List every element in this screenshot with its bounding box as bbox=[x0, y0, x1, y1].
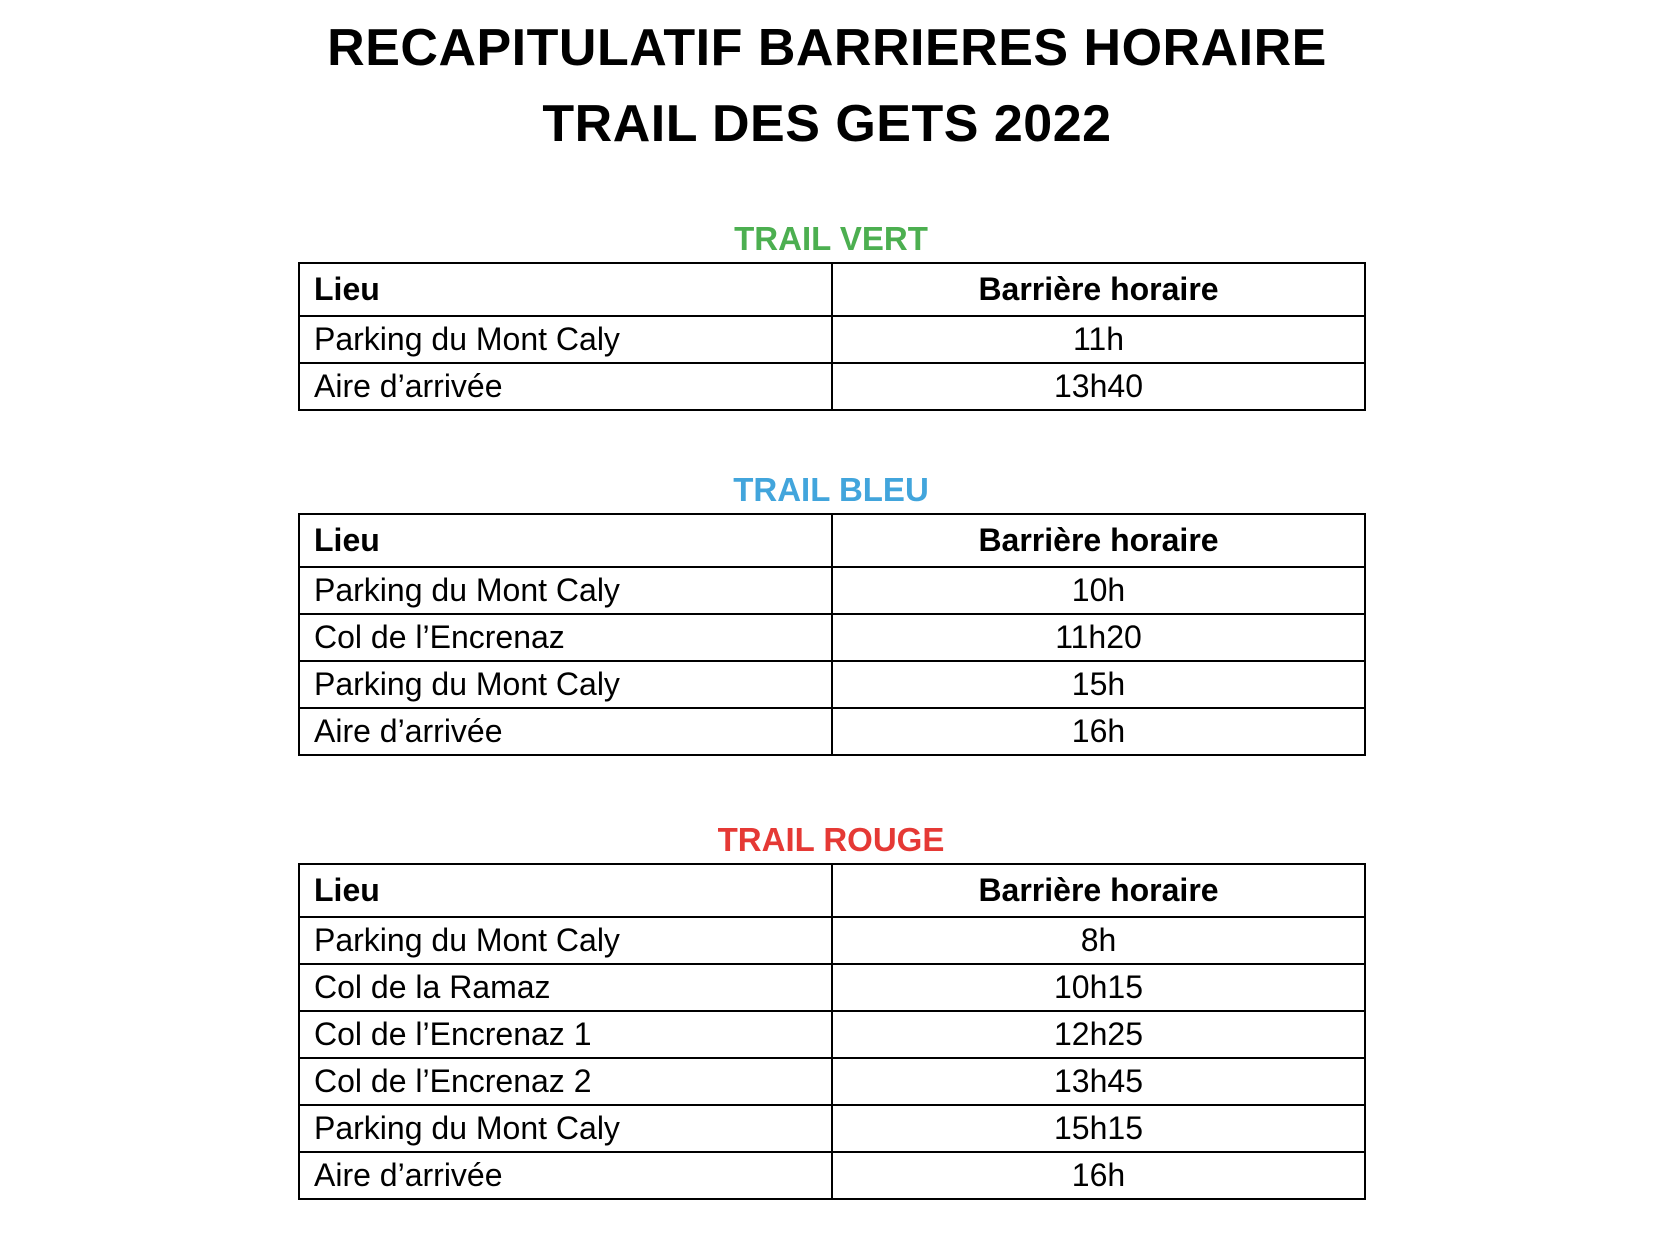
section-title-trail-vert: TRAIL VERT bbox=[734, 220, 928, 257]
table-header-row bbox=[299, 864, 1365, 917]
cutoff-time-cell: 11h bbox=[832, 316, 1365, 363]
place-cell: Parking du Mont Caly bbox=[299, 917, 832, 964]
table-row bbox=[299, 661, 1365, 708]
cutoff-time-cell: 16h bbox=[832, 708, 1365, 755]
cutoff-table-trail-bleu bbox=[298, 513, 1366, 756]
column-header-cutoff: Barrière horaire bbox=[832, 263, 1365, 316]
column-header-cutoff: Barrière horaire bbox=[832, 864, 1365, 917]
place-cell: Col de la Ramaz bbox=[299, 964, 832, 1011]
table-header-row bbox=[299, 263, 1365, 316]
column-header-cutoff: Barrière horaire bbox=[832, 514, 1365, 567]
cutoff-time-cell: 10h15 bbox=[832, 964, 1365, 1011]
table-row bbox=[299, 567, 1365, 614]
table-row bbox=[299, 614, 1365, 661]
cutoff-time-cell: 12h25 bbox=[832, 1011, 1365, 1058]
cutoff-time-cell: 13h40 bbox=[832, 363, 1365, 410]
section-trail-vert bbox=[298, 219, 1364, 411]
place-cell: Col de l’Encrenaz 2 bbox=[299, 1058, 832, 1105]
cutoff-time-cell: 15h bbox=[832, 661, 1365, 708]
place-cell: Aire d’arrivée bbox=[299, 708, 832, 755]
table-row bbox=[299, 1058, 1365, 1105]
table-row bbox=[299, 316, 1365, 363]
place-cell: Parking du Mont Caly bbox=[299, 316, 832, 363]
table-row bbox=[299, 1105, 1365, 1152]
place-cell: Parking du Mont Caly bbox=[299, 1105, 832, 1152]
column-header-place: Lieu bbox=[299, 263, 832, 316]
table-row bbox=[299, 1011, 1365, 1058]
place-cell: Col de l’Encrenaz bbox=[299, 614, 832, 661]
cutoff-time-cell: 13h45 bbox=[832, 1058, 1365, 1105]
table-row bbox=[299, 917, 1365, 964]
table-header-row bbox=[299, 514, 1365, 567]
place-cell: Aire d’arrivée bbox=[299, 1152, 832, 1199]
table-row bbox=[299, 964, 1365, 1011]
cutoff-time-cell: 11h20 bbox=[832, 614, 1365, 661]
cutoff-table-trail-rouge bbox=[298, 863, 1366, 1200]
table-row bbox=[299, 708, 1365, 755]
table-row bbox=[299, 363, 1365, 410]
document-title-line-1: RECAPITULATIF BARRIERES HORAIRE bbox=[327, 19, 1327, 77]
table-row bbox=[299, 1152, 1365, 1199]
cutoff-time-cell: 15h15 bbox=[832, 1105, 1365, 1152]
cutoff-table-trail-vert bbox=[298, 262, 1366, 411]
place-cell: Parking du Mont Caly bbox=[299, 661, 832, 708]
column-header-place: Lieu bbox=[299, 864, 832, 917]
place-cell: Col de l’Encrenaz 1 bbox=[299, 1011, 832, 1058]
cutoff-time-cell: 10h bbox=[832, 567, 1365, 614]
place-cell: Aire d’arrivée bbox=[299, 363, 832, 410]
document-header bbox=[0, 10, 1654, 162]
section-trail-bleu bbox=[298, 470, 1364, 756]
document-title-line-2: TRAIL DES GETS 2022 bbox=[542, 95, 1112, 153]
column-header-place: Lieu bbox=[299, 514, 832, 567]
section-trail-rouge bbox=[298, 820, 1364, 1200]
cutoff-time-cell: 16h bbox=[832, 1152, 1365, 1199]
cutoff-time-cell: 8h bbox=[832, 917, 1365, 964]
place-cell: Parking du Mont Caly bbox=[299, 567, 832, 614]
section-title-trail-rouge: TRAIL ROUGE bbox=[717, 821, 945, 858]
section-title-trail-bleu: TRAIL BLEU bbox=[733, 471, 929, 508]
